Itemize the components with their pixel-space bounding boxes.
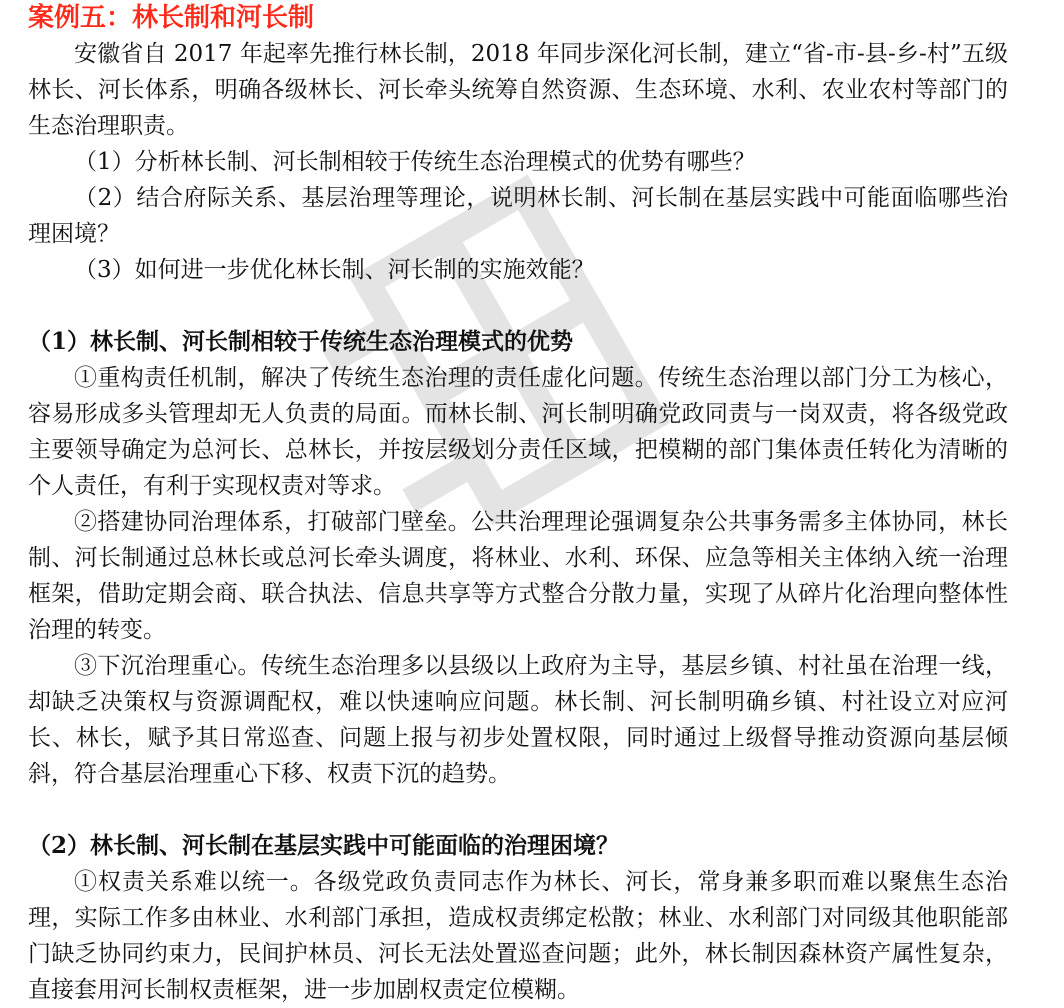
case-title: 案例五：林长制和河长制 [28,3,315,33]
section-1-heading: （1）林长制、河长制相较于传统生态治理模式的优势 [28,328,574,355]
question-3: （3）如何进一步优化林长制、河长制的实施效能？ [74,257,595,283]
section-2-heading: （2）林长制、河长制在基层实践中可能面临的治理困境？ [28,832,620,859]
section-1-paragraph: ②搭建协同治理体系，打破部门壁垒。公共治理理论强调复杂公共事务需多主体协同，林长制、河长制通过总林长或总河长牵头调度，将林业、水利、环保、应急等相关主体纳入统一治理框架，借助定期会商、联合执法、信息共享等方式整合分散力量，实现了从碎片化治理向整体性治理的转变。 [28,509,1008,643]
section-1-paragraph: ③下沉治理重心。传统生态治理多以县级以上政府为主导，基层乡镇、村社虽在治理一线，却缺乏决策权与资源调配权，难以快速响应问题。林长制、河长制明确乡镇、村社设立对应河长、林长，赋予其日常巡查、问题上报与初步处置权限，同时通过上级督导推动资源向基层倾斜，符合基层治理重心下移、权责下沉的趋势。 [28,653,1008,787]
intro-paragraph: 安徽省自 2017 年起率先推行林长制，2018 年同步深化河长制，建立“省-市-县-乡-村”五级林长、河长体系，明确各级林长、河长牵头统筹自然资源、生态环境、水利、农业农村等部门的生态治理职责。 [28,41,1008,139]
section-2-paragraph: ①权责关系难以统一。各级党政负责同志作为林长、河长，常身兼多职而难以聚焦生态治理，实际工作多由林业、水利部门承担，造成权责绑定松散；林业、水利部门对同级其他职能部门缺乏协同约束力，民间护林员、河长无法处置巡查问题；此外，林长制因森林资产属性复杂，直接套用河长制权责框架，进一步加剧权责定位模糊。 [28,869,1008,1003]
section-1-paragraph: ①重构责任机制，解决了传统生态治理的责任虚化问题。传统生态治理以部门分工为核心，容易形成多头管理却无人负责的局面。而林长制、河长制明确党政同责与一岗双责，将各级党政主要领导确定为总河长、总林长，并按层级划分责任区域，把模糊的部门集体责任转化为清晰的个人责任，有利于实现权责对等求。 [28,365,1008,499]
document-page [28,0,1008,1008]
blank-line [28,792,1008,828]
question-2: （2）结合府际关系、基层治理等理论，说明林长制、河长制在基层实践中可能面临哪些治理困境？ [28,185,1008,247]
blank-line [28,288,1008,324]
question-1: （1）分析林长制、河长制相较于传统生态治理模式的优势有哪些？ [74,149,756,175]
